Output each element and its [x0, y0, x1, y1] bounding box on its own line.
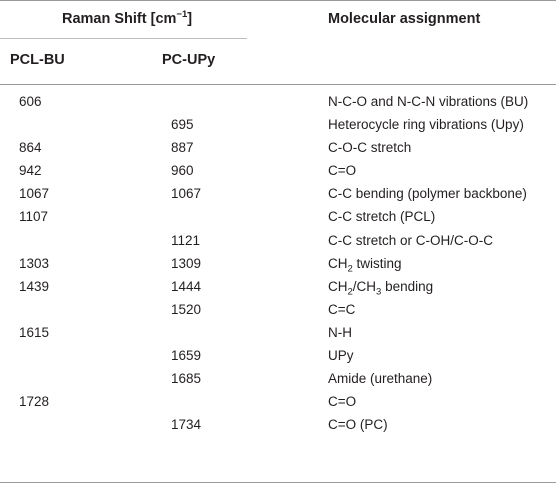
pcl-bu-cell: 606	[19, 94, 42, 109]
assignment-subscript: 2	[347, 286, 353, 298]
table-row	[0, 300, 556, 323]
pc-upy-header: PC-UPy	[162, 52, 216, 68]
assignment-cell: C=O	[328, 163, 357, 179]
pcl-bu-cell: 864	[19, 140, 42, 156]
table-row	[0, 277, 556, 300]
raman-shift-group-header	[62, 10, 192, 28]
assignment-text: /CH	[352, 278, 377, 294]
pcl-bu-cell: 1615	[19, 324, 50, 340]
pc-upy-cell: 887	[171, 140, 194, 156]
pc-upy-cell: 695	[171, 117, 194, 133]
molecular-assignment-header: Molecular assignment	[328, 11, 481, 27]
group-header-sup: −1	[176, 9, 188, 21]
header-bottom-rule	[0, 84, 556, 85]
table-row	[0, 346, 556, 369]
table-row	[0, 415, 556, 438]
pc-upy-cell: 1734	[171, 417, 202, 433]
table-top-rule	[0, 0, 556, 1]
assignment-cell	[328, 254, 402, 274]
assignment-text: twisting	[352, 255, 402, 271]
pcl-bu-cell: 1107	[19, 209, 49, 225]
pc-upy-cell: 1444	[171, 278, 202, 294]
table-row	[0, 392, 556, 415]
assignment-cell: N-C-O and N-C-N vibrations (BU)	[328, 94, 529, 109]
pc-upy-cell: 1520	[171, 301, 202, 317]
assignment-cell	[328, 277, 433, 297]
pcl-bu-header: PCL-BU	[10, 52, 65, 68]
assignment-cell: UPy	[328, 348, 354, 364]
table-row	[0, 138, 556, 161]
pc-upy-cell: 1309	[171, 255, 202, 271]
assignment-cell: N-H	[328, 324, 352, 340]
assignment-subscript: 2	[347, 263, 353, 275]
assignment-text: CH	[328, 255, 348, 271]
assignment-text: CH	[328, 278, 348, 294]
table-row	[0, 161, 556, 184]
table-row	[0, 115, 556, 138]
pcl-bu-cell: 1067	[19, 186, 50, 202]
assignment-cell: Heterocycle ring vibrations (Upy)	[328, 117, 524, 133]
table-row	[0, 92, 556, 115]
pc-upy-cell: 1067	[171, 186, 202, 202]
assignment-cell: C-C stretch or C-OH/C-O-C	[328, 232, 493, 248]
assignment-cell: C=O (PC)	[328, 417, 388, 433]
assignment-text: bending	[381, 278, 434, 294]
assignment-cell: C=O	[328, 394, 357, 410]
pcl-bu-cell: 1439	[19, 278, 50, 294]
table-row	[0, 184, 556, 207]
group-header-rule	[0, 38, 247, 39]
group-header-text: Raman Shift [cm	[62, 11, 177, 27]
assignment-cell: C-O-C stretch	[328, 140, 412, 156]
pc-upy-cell: 1685	[171, 371, 202, 387]
assignment-subscript: 3	[376, 286, 382, 298]
table-row	[0, 254, 556, 277]
pcl-bu-cell: 1303	[19, 255, 50, 271]
assignment-cell: C-C stretch (PCL)	[328, 209, 436, 225]
pc-upy-cell: 1121	[171, 232, 201, 248]
table-row	[0, 207, 556, 230]
pc-upy-cell: 960	[171, 163, 194, 179]
pcl-bu-cell: 942	[19, 163, 42, 179]
group-header-close: ]	[187, 11, 193, 27]
table-row	[0, 369, 556, 392]
pc-upy-cell: 1659	[171, 348, 202, 364]
table-body	[0, 92, 556, 438]
pcl-bu-cell: 1728	[19, 394, 50, 410]
assignment-cell: C-C bending (polymer backbone)	[328, 186, 527, 202]
table-row	[0, 323, 556, 346]
assignment-cell: C=C	[328, 301, 356, 317]
assignment-cell: Amide (urethane)	[328, 371, 433, 387]
table-row	[0, 231, 556, 254]
